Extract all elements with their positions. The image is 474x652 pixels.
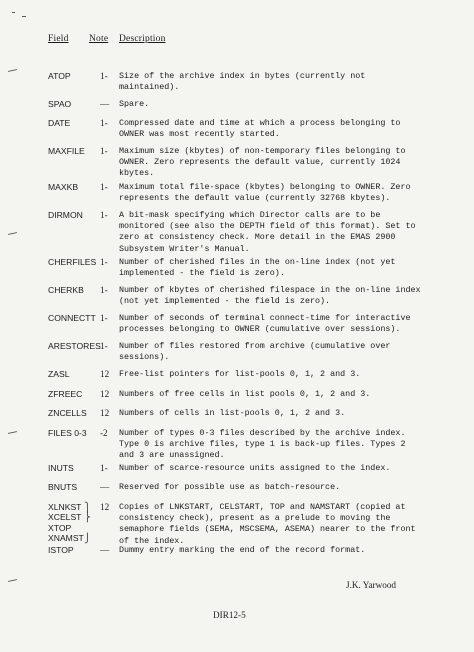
description-line: Numbers of free cells in list pools 0, 1, 2 and 3. <box>119 389 371 399</box>
field-description <box>119 182 424 204</box>
field-note: 1- <box>100 313 108 323</box>
field-description <box>119 341 424 363</box>
margin-mark <box>22 16 26 17</box>
description-line: Type 0 is archive files, type 1 is back-up files. Types 2 <box>119 439 406 450</box>
margin-mark <box>8 232 17 235</box>
description-line: implemented - the field is zero). <box>119 268 285 279</box>
description-line: Number of files restored from archive (cumulative over <box>119 341 391 351</box>
field-name: XLNKST <box>48 502 82 512</box>
field-description <box>119 428 424 462</box>
field-note: 1- <box>100 285 108 295</box>
field-description <box>119 313 424 335</box>
field-name: DATE <box>48 118 71 128</box>
description-line: OWNER. Zero represents the default value, currently 1024 <box>119 157 401 168</box>
description-line: Spare. <box>119 99 150 109</box>
field-name-group <box>48 502 84 544</box>
field-name: MAXFILE <box>48 146 85 156</box>
field-description <box>119 369 424 380</box>
field-name: MAXKB <box>48 182 79 192</box>
description-line: represents the default value (currently 32768 kbytes). <box>119 193 391 204</box>
field-name: XCELST <box>48 512 82 523</box>
description-line: Free-list pointers for list-pools 0, 1, 2 and 3. <box>119 369 361 379</box>
field-description <box>119 285 424 307</box>
field-name: ARESTORES <box>48 341 101 351</box>
description-line: Compressed date and time at which a process belonging to <box>119 118 401 128</box>
field-description <box>119 210 424 255</box>
field-note: 1- <box>100 146 108 156</box>
page-number: DIR12-5 <box>213 610 246 620</box>
field-name: INUTS <box>48 463 74 473</box>
margin-mark <box>8 579 17 582</box>
signature: J.K. Yarwood <box>346 580 397 590</box>
description-line: Maximum total file-space (kbytes) belonging to OWNER. Zero <box>119 182 411 192</box>
field-name: SPAO <box>48 99 72 109</box>
field-note: 1- <box>100 257 108 267</box>
description-line: Reserved for possible use as batch-resource. <box>119 482 341 492</box>
field-note: 12 <box>100 369 110 379</box>
description-line: sessions). <box>119 352 170 363</box>
description-line: A bit-mask specifying which Director calls are to be <box>119 210 381 220</box>
description-line: and 3 are unassigned. <box>119 450 225 461</box>
field-note: 1- <box>100 341 108 351</box>
field-note: 1- <box>100 118 108 128</box>
description-line: Number of types 0-3 files described by the archive index. <box>119 428 406 438</box>
description-line: kbytes. <box>119 168 155 179</box>
field-note: — <box>100 545 110 555</box>
field-name: ISTOP <box>48 545 74 555</box>
description-line: OWNER was most recently started. <box>119 129 280 140</box>
field-note: 1- <box>100 182 108 192</box>
field-name: ZNCELLS <box>48 408 87 418</box>
field-description <box>119 146 424 180</box>
margin-mark <box>8 69 17 72</box>
description-line: zero at consistency check. More detail in the EMAS 2900 <box>119 232 396 243</box>
description-line: Number of scarce-resource units assigned to the index. <box>119 463 391 473</box>
field-description <box>119 257 424 279</box>
description-line: Number of seconds of terminal connect-time for interactive <box>119 313 411 323</box>
field-description <box>119 408 424 419</box>
description-line: Number of cherished files in the on-line index (not yet <box>119 257 396 267</box>
field-description <box>119 389 424 400</box>
field-description <box>119 545 424 556</box>
field-name: CHERFILES <box>48 257 97 267</box>
field-note: -2 <box>100 428 108 438</box>
description-line: Numbers of cells in list-pools 0, 1, 2 and 3. <box>119 408 346 418</box>
field-description <box>119 502 424 547</box>
field-name: ATOP <box>48 71 71 81</box>
field-description <box>119 99 424 110</box>
description-line: (not yet implemented - the field is zero). <box>119 296 331 307</box>
description-line: Size of the archive index in bytes (currently not <box>119 71 366 81</box>
field-description <box>119 118 424 140</box>
field-note: — <box>100 482 110 492</box>
description-line: Number of kbytes of cherished filespace in the on-line index <box>119 285 421 295</box>
description-line: Copies of LNKSTART, CELSTART, TOP and NAMSTART (copied at <box>119 502 406 512</box>
field-name: XTOP <box>48 522 72 533</box>
description-line: Dummy entry marking the end of the record format. <box>119 545 366 555</box>
field-description <box>119 71 424 93</box>
field-name: FILES 0-3 <box>48 428 87 438</box>
brace-bracket: ⎫ ⎬ ⎭ <box>84 502 91 544</box>
description-line: monitored (see also the DEPTH field of this format). Set to <box>119 221 416 232</box>
header-description: Description <box>119 34 166 44</box>
field-name: DIRMON <box>48 210 83 220</box>
field-note: 12 <box>100 389 110 399</box>
field-description <box>119 463 424 474</box>
description-line: Subsystem Writer's Manual. <box>119 243 250 254</box>
description-line: of the index. <box>119 535 185 546</box>
field-name: BNUTS <box>48 482 78 492</box>
margin-mark <box>8 431 17 434</box>
field-name: ZFREEC <box>48 389 83 399</box>
field-name: XNAMST <box>48 533 84 544</box>
header-note: Note <box>89 34 109 44</box>
field-note: — <box>100 99 110 109</box>
header-field: Field <box>48 34 69 44</box>
field-name: CONNECTT <box>48 313 96 323</box>
description-line: Maximum size (kbytes) of non-temporary files belonging to <box>119 146 406 156</box>
margin-mark <box>12 12 15 13</box>
description-line: semaphore fields (SEMA, MSCSEMA, ASEMA) nearer to the front <box>119 524 416 535</box>
description-line: consistency check), present as a prelude to moving the <box>119 513 391 524</box>
description-line: maintained). <box>119 82 180 93</box>
field-name: CHERKB <box>48 285 84 295</box>
field-note: 1- <box>100 71 108 81</box>
field-description <box>119 482 424 493</box>
field-note: 1- <box>100 463 108 473</box>
field-note: 12 <box>100 408 110 418</box>
field-name: ZASL <box>48 369 70 379</box>
field-note: 12 <box>100 502 110 512</box>
field-note: 1- <box>100 210 108 220</box>
description-line: processes belonging to OWNER (cumulative over sessions). <box>119 324 401 335</box>
